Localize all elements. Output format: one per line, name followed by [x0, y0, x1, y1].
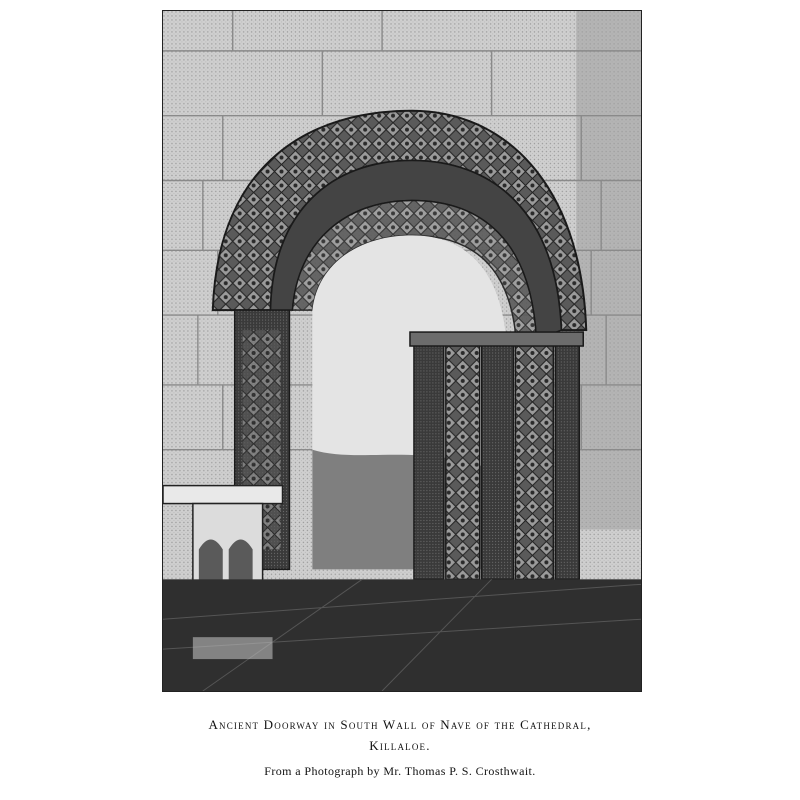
- floor: [163, 579, 641, 691]
- right-columns: [410, 332, 583, 579]
- figure-caption-line2: Killaloe.: [369, 738, 431, 753]
- photograph-plate: [162, 10, 642, 692]
- photo-credit: From a Photograph by Mr. Thomas P. S. Crosthwait.: [264, 764, 536, 778]
- doorway-illustration: [163, 11, 641, 691]
- figure-caption-line1: Ancient Doorway in South Wall of Nave of the Cathedral,: [208, 717, 592, 732]
